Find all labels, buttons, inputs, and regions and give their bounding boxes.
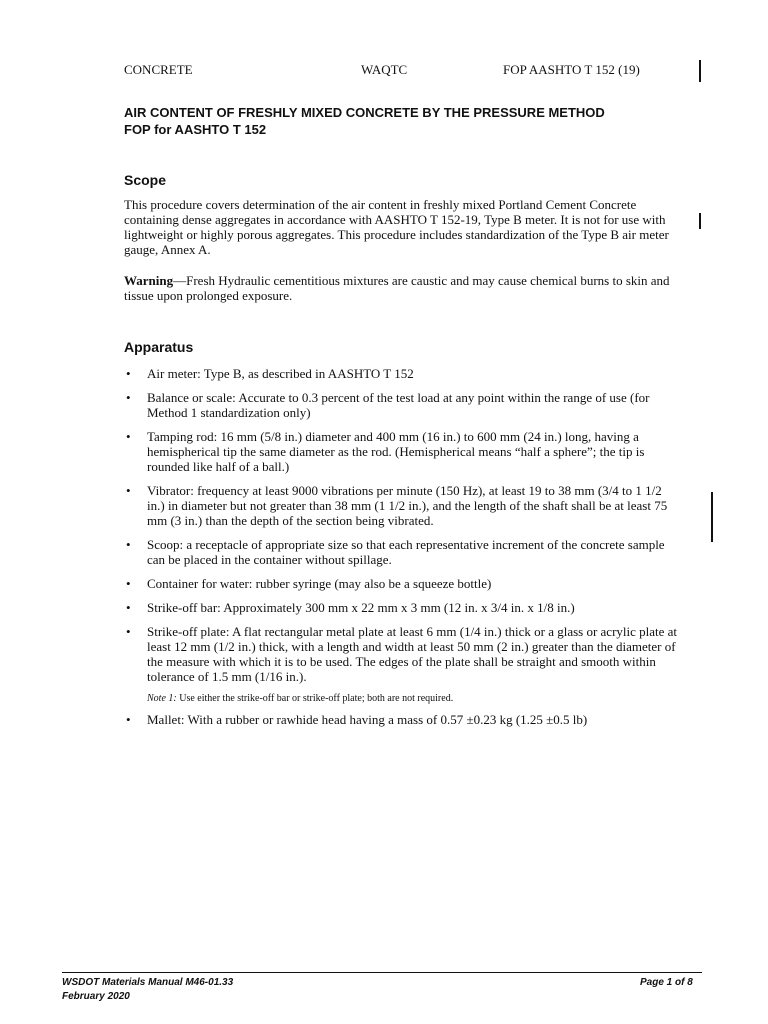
list-item: • Strike-off plate: A flat rectangular metal plate at least 6 mm (1/4 in.) thick or a glass or acrylic plate at least 12 mm (1/2 in.) thick, with a length and width at least 50 mm (2 in.) greater than the diameter of the measure with which it is to be used. The edges of the plate shall be straight and smooth within tolerance of 1.5 mm (1/16 in.). Note 1: Use either the strike-off bar or strike-off plate; both are not required. <box>124 624 680 705</box>
footer-manual: WSDOT Materials Manual M46-01.33 <box>62 977 234 988</box>
bullet-icon: • <box>126 712 131 727</box>
list-item: • Balance or scale: Accurate to 0.3 percent of the test load at any point within the range of use (for Method 1 standardization only) <box>126 390 650 420</box>
list-item: • Scoop: a receptacle of appropriate size so that each representative increment of the concrete sample can be placed in the container without spillage. <box>126 537 665 567</box>
list-item: • Mallet: With a rubber or rawhide head having a mass of 0.57 ±0.23 kg (1.25 ±0.5 lb) <box>126 712 588 727</box>
apparatus-list <box>124 366 680 736</box>
header-left: CONCRETE <box>124 62 193 77</box>
footer-rule <box>62 972 702 973</box>
note-label: Note 1: <box>147 693 177 704</box>
revision-bar <box>699 60 701 82</box>
bullet-icon: • <box>126 429 131 444</box>
footer-page-number: Page 1 of 8 <box>640 977 693 988</box>
list-item: • Strike-off bar: Approximately 300 mm x 22 mm x 3 mm (12 in. x 3/4 in. x 1/8 in.) <box>126 600 575 615</box>
bullet-icon: • <box>126 366 131 381</box>
revision-bar <box>711 492 713 542</box>
title-line-1: AIR CONTENT OF FRESHLY MIXED CONCRETE BY THE PRESSURE METHOD <box>124 105 605 120</box>
bullet-icon: • <box>126 576 131 591</box>
bullet-icon: • <box>126 537 131 552</box>
list-item: • Vibrator: frequency at least 9000 vibrations per minute (150 Hz), at least 19 to 38 mm (3/4 to 1 1/2 in.) in diameter but not greater than 38 mm (1 1/2 in.), and the length of the shaft shall be at least 75 mm (3 in.) than the depth of the section being vibrated. <box>126 483 668 528</box>
list-item: • Container for water: rubber syringe (may also be a squeeze bottle) <box>126 576 492 591</box>
document-title <box>124 104 684 138</box>
bullet-icon: • <box>126 624 131 639</box>
note-1 <box>147 692 680 705</box>
bullet-icon: • <box>126 600 131 615</box>
scope-paragraph: This procedure covers determination of the air content in freshly mixed Portland Cement Concrete containing dense aggregates in accordance with AASHTO T 152-19, Type B meter. It is not for use with lightweight or highly porous aggregates. This procedure includes standardization of the Type B air meter gauge, Annex A. <box>124 197 669 257</box>
revision-bar <box>699 213 701 229</box>
warning-label: Warning <box>124 273 174 288</box>
warning-text: —Fresh Hydraulic cementitious mixtures are caustic and may cause chemical burns to skin and tissue upon prolonged exposure. <box>124 273 670 303</box>
footer-date: February 2020 <box>62 991 130 1002</box>
list-item: • Air meter: Type B, as described in AASHTO T 152 <box>126 366 414 381</box>
warning-paragraph <box>124 273 680 303</box>
apparatus-heading: Apparatus <box>124 339 194 355</box>
header-right: FOP AASHTO T 152 (19) <box>503 62 640 77</box>
list-item: • Tamping rod: 16 mm (5/8 in.) diameter and 400 mm (16 in.) to 600 mm (24 in.) long, having a hemispherical tip the same diameter as the rod. (Hemispherical means “half a sphere”; the tip is rounded like half of a ball.) <box>126 429 645 474</box>
bullet-icon: • <box>126 390 131 405</box>
header-center: WAQTC <box>361 62 408 77</box>
bullet-icon: • <box>126 483 131 498</box>
title-line-2: FOP for AASHTO T 152 <box>124 122 267 137</box>
scope-heading: Scope <box>124 172 167 188</box>
note-text: Use either the strike-off bar or strike-off plate; both are not required. <box>176 693 454 704</box>
